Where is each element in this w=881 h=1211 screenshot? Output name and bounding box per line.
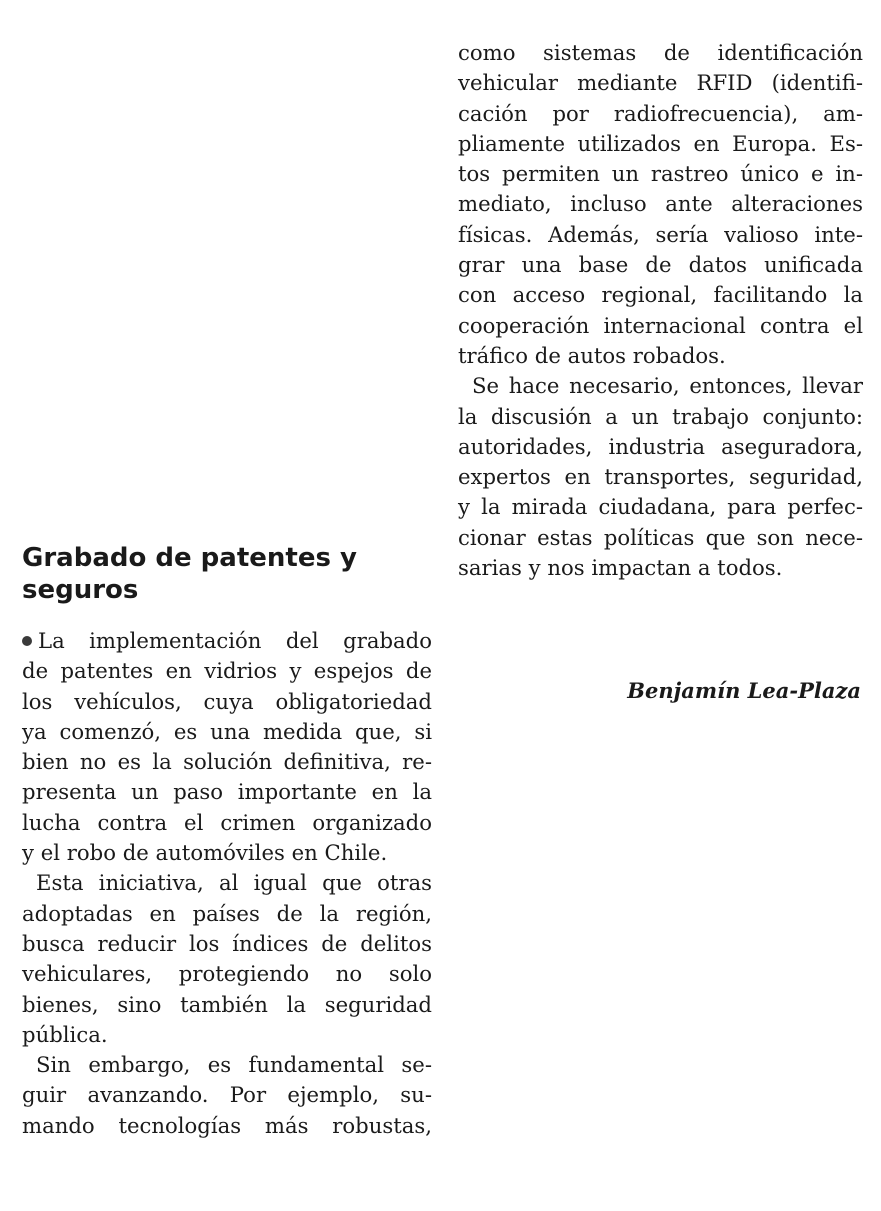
text-line: lucha contra el crimen organizado [22, 809, 432, 835]
paragraph-4 [458, 38, 863, 371]
headline-line: Grabado de patentes y [22, 543, 357, 573]
text-line: Se hace necesario, entonces, llevar [472, 373, 863, 399]
paragraph-5 [458, 371, 863, 583]
text-span: La implementación del grabado [38, 628, 432, 653]
text-line: presenta un paso importante en la [22, 779, 432, 805]
text-line: busca reducir los índices de delitos [22, 930, 432, 956]
bullet-dot-icon [22, 636, 32, 646]
text-line: cionar estas políticas que son nece- [458, 524, 863, 550]
text-line: expertos en transportes, seguridad, [458, 464, 863, 490]
text-line: cación por radiofrecuencia), am- [458, 100, 863, 126]
text-line: mando tecnologías más robustas, [22, 1112, 432, 1138]
text-line: como sistemas de identificación [458, 40, 863, 65]
text-line: ya comenzó, es una medida que, si [22, 718, 432, 744]
text-line: tráfico de autos robados. [458, 342, 726, 368]
text-line: adoptadas en países de la región, [22, 900, 432, 926]
text-line: sarias y nos impactan a todos. [458, 555, 783, 581]
text-line: vehiculares, protegiendo no solo [22, 961, 432, 987]
text-line: bienes, sino también la seguridad [22, 991, 432, 1017]
left-column [22, 542, 432, 1141]
text-line: Sin embargo, es fundamental se- [36, 1052, 432, 1078]
text-line: pública. [22, 1021, 108, 1047]
text-line [22, 626, 432, 656]
author-signature: Benjamín Lea-Plaza [627, 678, 861, 703]
headline-line: seguros [22, 575, 139, 605]
paragraph-3 [22, 1050, 432, 1141]
text-line: cooperación internacional contra el [458, 312, 863, 338]
text-line: los vehículos, cuya obligatoriedad [22, 688, 432, 714]
text-line: bien no es la solución definitiva, re- [22, 749, 432, 775]
text-line: con acceso regional, facilitando la [458, 282, 863, 308]
text-line: guir avanzando. Por ejemplo, su- [22, 1082, 432, 1108]
text-line: y el robo de automóviles en Chile. [22, 840, 388, 866]
text-line: físicas. Además, sería valioso inte- [458, 221, 863, 247]
text-line: mediato, incluso ante alteraciones [458, 191, 863, 217]
text-line: pliamente utilizados en Europa. Es- [458, 130, 863, 156]
paragraph-1 [22, 626, 432, 868]
paragraph-2 [22, 868, 432, 1050]
text-line: la discusión a un trabajo conjunto: [458, 403, 863, 429]
text-line: autoridades, industria aseguradora, [458, 433, 863, 459]
text-line: y la mirada ciudadana, para perfec- [458, 494, 863, 520]
text-line: de patentes en vidrios y espejos de [22, 658, 432, 684]
headline [22, 542, 432, 606]
text-line: tos permiten un rastreo único e in- [458, 161, 863, 187]
right-column [458, 38, 863, 583]
text-line: Esta iniciativa, al igual que otras [36, 870, 432, 896]
text-line: vehicular mediante RFID (identifi- [458, 70, 863, 96]
text-line: grar una base de datos unificada [458, 252, 863, 278]
